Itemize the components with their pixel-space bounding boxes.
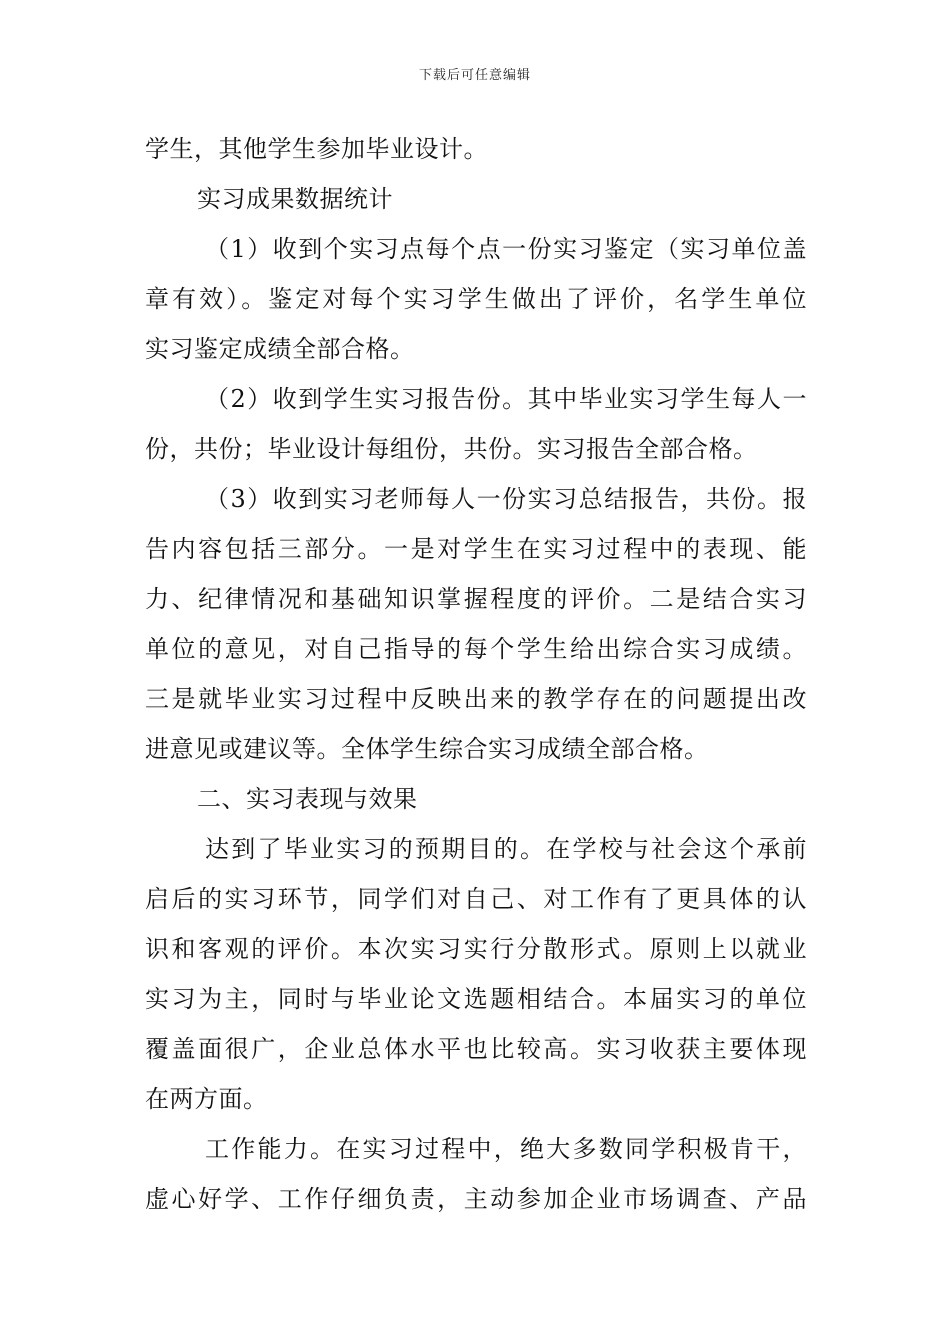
- page-header: 下载后可任意编辑: [418, 68, 531, 83]
- section-heading: 实习成果数据统计: [197, 185, 393, 213]
- document-body: [145, 124, 807, 1224]
- text-line: 实习为主，同时与毕业论文选题相结合。本届实习的单位: [145, 985, 807, 1013]
- text-line: 虚心好学、工作仔细负责，主动参加企业市场调查、产品: [145, 1185, 807, 1213]
- text-line: 达到了毕业实习的预期目的。在学校与社会这个承前: [205, 835, 807, 863]
- text-line: 章有效）。鉴定对每个实习学生做出了评价，名学生单位: [145, 285, 807, 313]
- text-line: （3）收到实习老师每人一份实习总结报告，共份。报: [205, 485, 807, 513]
- text-line: 单位的意见，对自己指导的每个学生给出综合实习成绩。: [145, 635, 807, 663]
- text-line: 实习鉴定成绩全部合格。: [145, 335, 415, 363]
- section-heading: 二、实习表现与效果: [197, 785, 418, 813]
- text-line: 进意见或建议等。全体学生综合实习成绩全部合格。: [145, 735, 709, 763]
- text-line: （2）收到学生实习报告份。其中毕业实习学生每人一: [205, 385, 807, 413]
- text-line: 学生，其他学生参加毕业设计。: [145, 135, 488, 163]
- text-line: 工作能力。在实习过程中，绝大多数同学积极肯干，: [205, 1135, 807, 1163]
- text-line: （1）收到个实习点每个点一份实习鉴定（实习单位盖: [205, 235, 807, 263]
- text-line: 覆盖面很广，企业总体水平也比较高。实习收获主要体现: [145, 1035, 807, 1063]
- text-line: 启后的实习环节，同学们对自己、对工作有了更具体的认: [145, 885, 807, 913]
- text-line: 告内容包括三部分。一是对学生在实习过程中的表现、能: [145, 535, 807, 563]
- text-line: 在两方面。: [145, 1085, 268, 1113]
- text-line: 力、纪律情况和基础知识掌握程度的评价。二是结合实习: [145, 585, 807, 613]
- text-line: 份，共份；毕业设计每组份，共份。实习报告全部合格。: [145, 435, 758, 463]
- text-line: 三是就毕业实习过程中反映出来的教学存在的问题提出改: [145, 685, 807, 713]
- text-line: 识和客观的评价。本次实习实行分散形式。原则上以就业: [145, 935, 807, 963]
